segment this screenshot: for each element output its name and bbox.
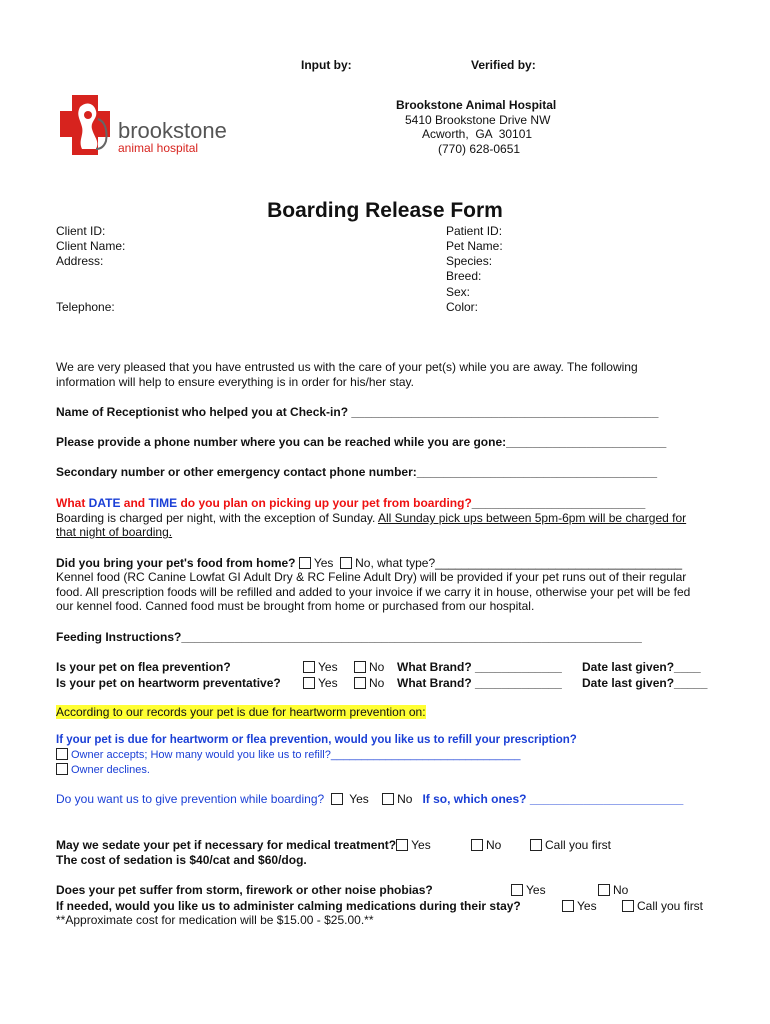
sex-label: Sex: [446,285,471,299]
intro-line-1: We are very pleased that you have entrusted us with the care of your pet(s) while you are away. The following [56,360,638,374]
calming-question: If needed, would you like us to administer calming medications during their stay? [56,899,521,913]
heart-no-checkbox[interactable] [354,677,366,689]
refill-accepts-label: Owner accepts; How many would you like us to refill?_______________________________ [71,749,521,761]
phobia-yes [511,883,546,897]
input-by-label: Input by: [301,58,352,72]
food-type-blank: _____________________________________ [435,556,683,570]
sedate-question: May we sedate your pet if necessary for medical treatment? [56,838,397,852]
feeding-instructions: Feeding Instructions?_____________________________________________________________________ [56,630,642,644]
heart-no [354,676,384,690]
flea-no-checkbox[interactable] [354,661,366,673]
records-note-text: According to our records your pet is due for heartworm prevention on: [56,705,426,719]
give-prevention-no-checkbox[interactable] [382,793,394,805]
pickup-date: DATE [88,496,121,510]
sedate-no-label: No [486,838,502,852]
form-title: Boarding Release Form [267,199,503,222]
give-prevention-row [56,792,683,806]
heart-date-given [582,676,707,690]
heart-date-tail: ___ [687,676,708,690]
sedate-yes-checkbox[interactable] [396,839,408,851]
pickup-and: and [120,496,149,510]
calming-yes-checkbox[interactable] [562,900,574,912]
pickup-note-line-2: that night of boarding. [56,525,173,539]
food-note-2: food. All prescription foods will be refilled and added to your invoice if we carry it in house, otherwise your pet will be fed [56,585,691,599]
logo-text-animal-hospital: animal hospital [118,141,199,155]
heart-yes [303,676,338,690]
refill-declines-checkbox[interactable] [56,763,68,775]
logo-text-brookstone: brookstone [118,118,227,143]
phobia-no-checkbox[interactable] [598,884,610,896]
flea-no-label: No [369,660,385,674]
refill-accepts-checkbox[interactable] [56,748,68,760]
flea-yes [303,660,338,674]
food-yes-label: Yes [313,556,334,570]
sedate-cost: The cost of sedation is $40/cat and $60/dog. [56,853,307,867]
food-no-checkbox[interactable] [340,557,352,569]
secondary-contact-question: Secondary number or other emergency contact phone number:____________________________________ [56,465,657,479]
phobia-no-label: No [613,883,629,897]
heart-brand: What Brand? _____________ [397,676,562,690]
pickup-rest: do you plan on picking up your pet from boarding? [177,496,472,510]
refill-declines-row [56,763,150,777]
sedate-call [530,838,611,852]
pickup-time: TIME [148,496,178,510]
phobia-yes-label: Yes [526,883,546,897]
refill-accepts-row [56,748,520,762]
sedate-yes-label: Yes [411,838,431,852]
calming-yes-label: Yes [577,899,597,913]
flea-yes-checkbox[interactable] [303,661,315,673]
heart-no-label: No [369,676,385,690]
species-label: Species: [446,254,493,268]
hospital-address-2: Acworth, GA 30101 [422,127,533,141]
heartworm-question: Is your pet on heartworm preventative? [56,676,281,690]
calming-call-label: Call you first [637,899,704,913]
receptionist-question: Name of Receptionist who helped you at Check-in? ______________________________________________ [56,405,659,419]
sedate-call-checkbox[interactable] [530,839,542,851]
food-yes-checkbox[interactable] [299,557,311,569]
pickup-note-line-1 [56,511,686,525]
flea-date-given: Date last given?____ [582,660,701,674]
phobia-no [598,883,628,897]
verified-by-label: Verified by: [471,58,536,72]
sedate-no-checkbox[interactable] [471,839,483,851]
calming-call-checkbox[interactable] [622,900,634,912]
color-label: Color: [446,300,479,314]
phobia-yes-checkbox[interactable] [511,884,523,896]
hospital-name: Brookstone Animal Hospital [396,98,557,112]
give-prevention-yes-checkbox[interactable] [331,793,343,805]
food-question: Did you bring your pet's food from home? [56,556,296,570]
medication-cost: **Approximate cost for medication will be $15.00 - $25.00.** [56,913,374,927]
flea-no [354,660,384,674]
refill-declines-label: Owner declines. [71,764,150,776]
sedate-call-label: Call you first [545,838,612,852]
heart-yes-checkbox[interactable] [303,677,315,689]
pickup-note-b: All Sunday pick ups between 5pm-6pm will be charged for [377,511,687,525]
flea-yes-label: Yes [318,660,338,674]
pickup-what: What [56,496,89,510]
calming-yes [562,899,597,913]
pet-name-label: Pet Name: [446,239,503,253]
flea-brand: What Brand? _____________ [397,660,562,674]
food-note-1: Kennel food (RC Canine Lowfat GI Adult Dry & RC Feline Adult Dry) will be provided if your pet runs out of their regular [56,570,687,584]
client-telephone-label: Telephone: [56,300,115,314]
client-address-label: Address: [56,254,104,268]
heart-date-given-label: Date last given?__ [582,676,688,690]
pickup-blank: __________________________ [471,496,646,510]
client-name-label: Client Name: [56,239,126,253]
sedate-row [56,838,431,852]
hospital-address-1: 5410 Brookstone Drive NW [405,113,551,127]
pickup-note-a: Boarding is charged per night, with the exception of Sunday. [56,511,378,525]
flea-question: Is your pet on flea prevention? [56,660,231,674]
breed-label: Breed: [446,269,482,283]
calming-call [622,899,703,913]
hospital-phone: (770) 628-0651 [438,142,521,156]
food-question-row [56,556,682,570]
give-prevention-question: Do you want us to give prevention while boarding? [56,792,325,806]
client-id-label: Client ID: [56,224,106,238]
phobia-question: Does your pet suffer from storm, firework or other noise phobias? [56,883,433,897]
intro-line-2: information will help to ensure everything is in order for his/her stay. [56,375,414,389]
food-note-3: our kennel food. Canned food must be brought from home or purchased from our hospital. [56,599,535,613]
refill-question: If your pet is due for heartworm or flea prevention, would you like us to refill your prescription? [56,734,577,746]
contact-phone-question: Please provide a phone number where you can be reached while you are gone:________________________ [56,435,667,449]
hospital-logo [58,93,234,157]
give-prevention-yes-label: Yes [349,792,369,806]
give-prevention-no-label: No [397,792,413,806]
give-prevention-which: If so, which ones? [422,792,530,806]
records-note [56,705,426,719]
heart-yes-label: Yes [318,676,338,690]
food-no-label: No, what type? [355,556,436,570]
give-prevention-blank: _______________________ [529,792,684,806]
sedate-no [471,838,501,852]
pickup-question [56,496,645,510]
patient-id-label: Patient ID: [446,224,503,238]
